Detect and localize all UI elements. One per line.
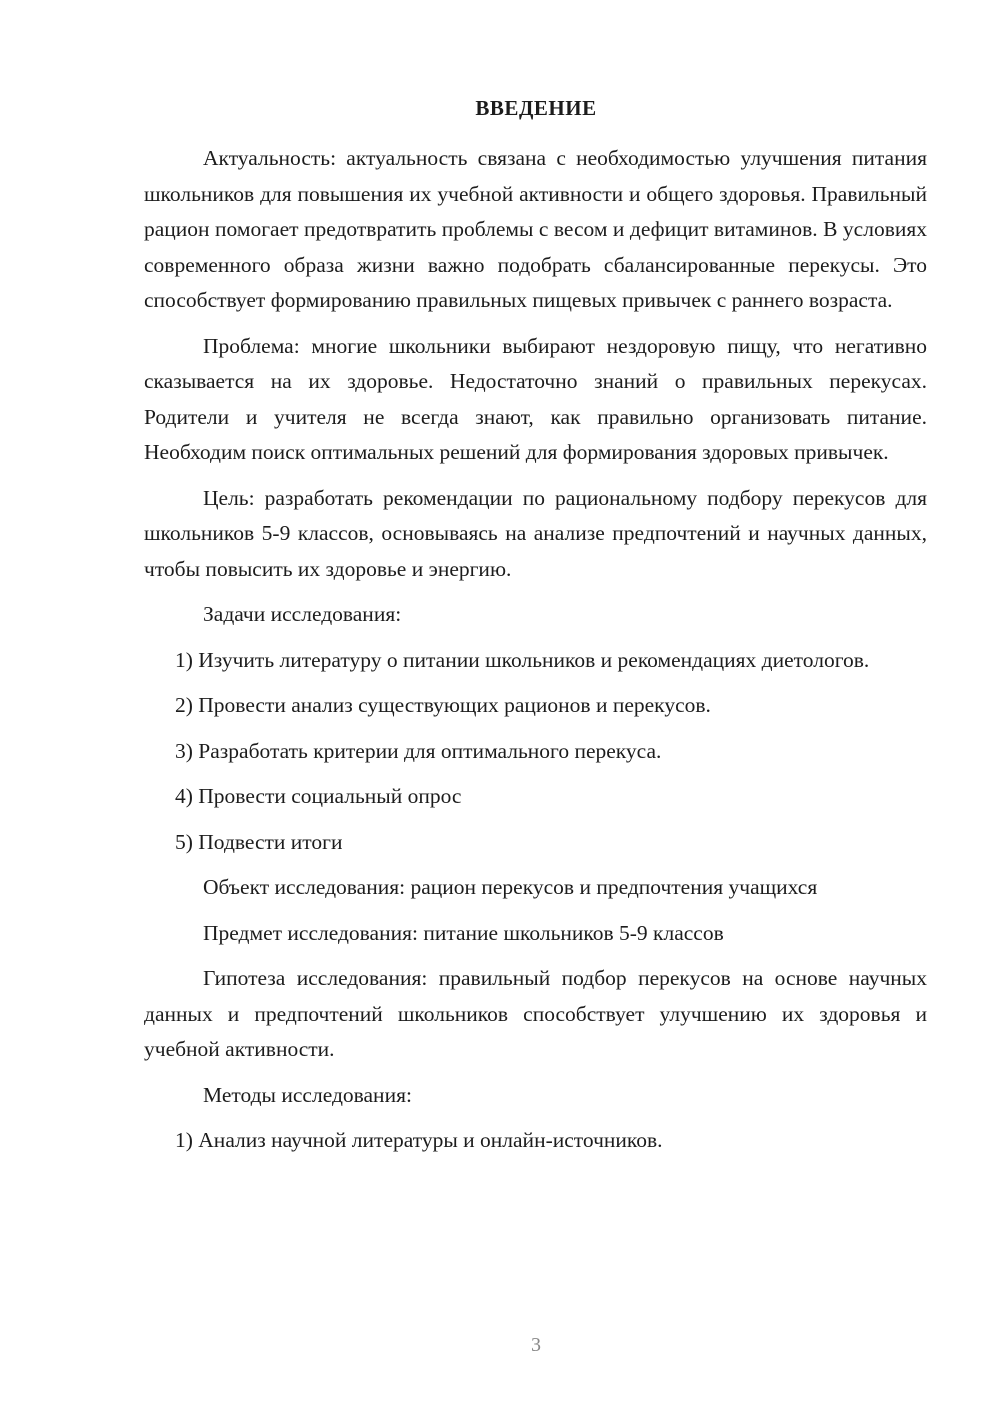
paragraph-subject: Предмет исследования: питание школьников 5-9 классов [203, 920, 724, 945]
page-number: 3 [531, 1334, 541, 1356]
method-item-1: 1) Анализ научной литературы и онлайн-источников. [175, 1128, 663, 1152]
paragraph-goal: Цель: разработать рекомендации по рациональному подбору перекусов для школьников 5-9 классов, основываясь на анализе предпочтений и научных данных, чтобы повысить их здоровье и энергию. [144, 485, 927, 581]
document-body [144, 141, 927, 1159]
task-item-4: 4) Провести социальный опрос [175, 784, 462, 808]
task-item-5: 5) Подвести итоги [175, 829, 343, 854]
paragraph-methods-heading: Методы исследования: [203, 1082, 412, 1107]
paragraph-tasks-heading: Задачи исследования: [203, 602, 402, 626]
paragraph-relevance: Актуальность: актуальность связана с необходимостью улучшения питания школьников для повышения их учебной активности и общего здоровья. Правильный рацион помогает предотвратить проблемы с весом и дефицит витаминов. В условиях современного образа жизни важно подобрать сбалансированные перекусы. Это способствует формированию правильных пищевых привычек с раннего возраста. [144, 146, 927, 312]
paragraph-hypothesis: Гипотеза исследования: правильный подбор перекусов на основе научных данных и предпочтений школьников способствует улучшению их здоровья и учебной активности. [144, 966, 927, 1061]
paragraph-problem: Проблема: многие школьники выбирают нездоровую пищу, что негативно сказывается на их здоровье. Недостаточно знаний о правильных перекусах. Родители и учителя не всегда знают, как правильно организовать питание. Необходим поиск оптимальных решений для формирования здоровых привычек. [144, 333, 927, 464]
paragraph-object: Объект исследования: рацион перекусов и предпочтения учащихся [203, 875, 818, 899]
task-item-3: 3) Разработать критерии для оптимального перекуса. [175, 738, 662, 763]
task-item-1: 1) Изучить литературу о питании школьников и рекомендациях диетологов. [175, 647, 870, 672]
task-item-2: 2) Провести анализ существующих рационов и перекусов. [175, 693, 711, 717]
section-title: ВВЕДЕНИЕ [475, 96, 597, 120]
